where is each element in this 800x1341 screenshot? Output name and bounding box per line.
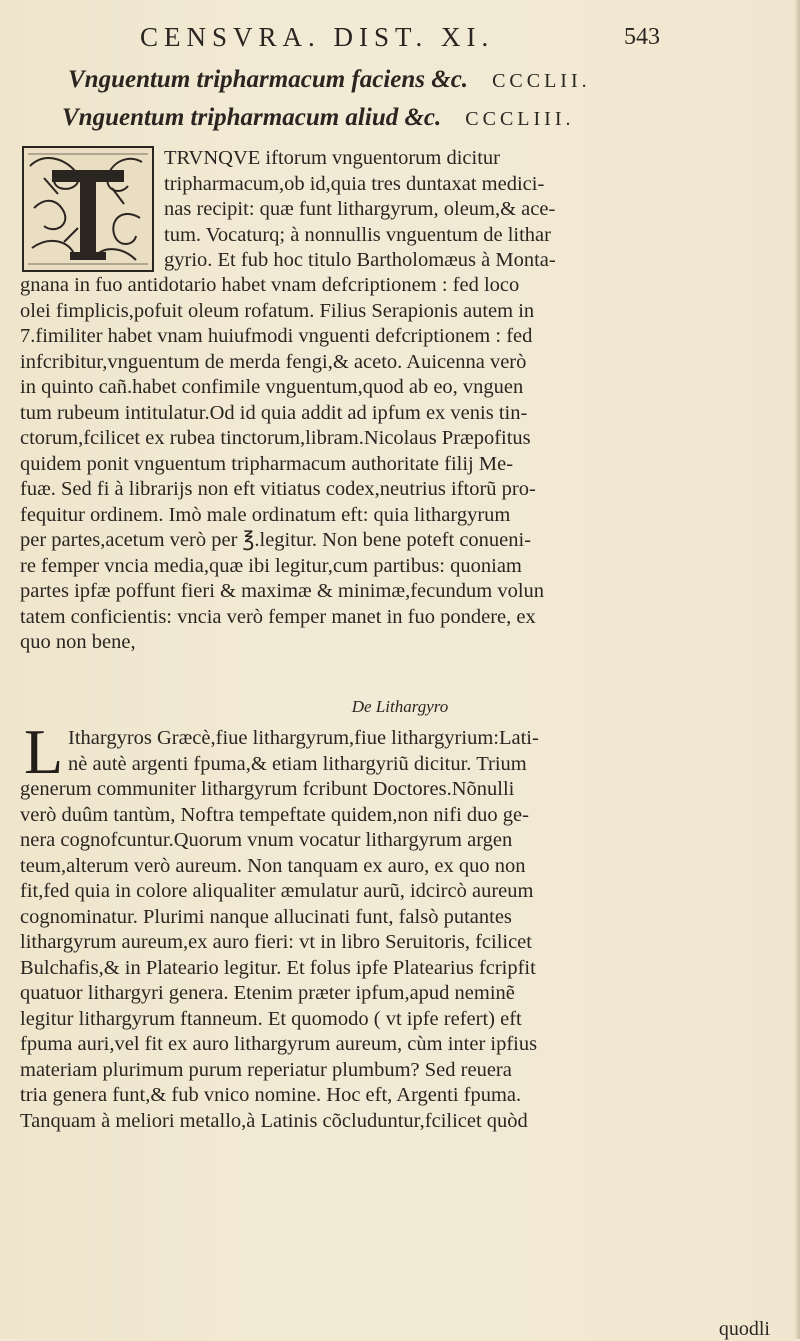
section-subheading: De Lithargyro	[351, 697, 449, 716]
page-number: 543	[624, 24, 660, 50]
section-heading-353	[62, 104, 574, 132]
catchword: quodli	[718, 1318, 770, 1340]
paragraph1-text: gnana in fuo antidotario habet vnam defcriptionem : fed loco olei fimplicis,pofuit oleum rofatum. Filius Serapionis autem in 7.fimiliter habet vnam huiufmodi vnguenti defcriptionem : fed infcribitur,vnguentum de merda fengi,& aceto. Auicenna verò in quinto cañ.habet confimile vnguentum,quod ab eo, vnguen tum rubeum intitulatur.Od id quia addit ad ipfum ex venis tin- ctorum,fcilicet ex rubea tinctorum,libram.Nicolaus Præpofitus quidem ponit vnguentum tripharmacum authoritate filij Me- fuæ. Sed fi à librarijs non eft vitiatus codex,neutrius iftorũ pro- fequitur ordinem. Imò male ordinatum eft: quia lithargyrum per partes,acetum verò per ℥.legitur. Non bene poteft conueni- re femper vncia media,quæ ibi legitur,cum partibus: quoniam partes ipfæ poffunt fieri & maximæ & minimæ,fecundum volun tatem conficientis: vncia verò femper manet in fuo pondere, ex quo non bene,	[20, 274, 545, 653]
page-edge-shadow	[794, 0, 800, 1339]
running-head	[140, 22, 660, 62]
section-heading-352	[68, 66, 591, 94]
running-head-title: CENSVRA. DIST. XI.	[140, 22, 495, 52]
heading-number: CCCLIII.	[465, 108, 575, 130]
paragraph2-indented-text: Ithargyros Græcè,fiue lithargyrum,fiue lithargyrium:Lati- nè autè argenti fpuma,& etiam lithargyriũ dicitur. Trium	[68, 727, 539, 775]
woodcut-ornament-icon	[24, 148, 152, 270]
paragraph2-text: generum communiter lithargyrum fcribunt Doctores.Nõnulli verò duûm tantùm, Noftra tempeftate quidem,non nifi duo ge- nera cognofcuntur.Quorum vnum vocatur lithargyrum argen teum,alterum verò aureum. Non tanquam ex auro, ex quo non fit,fed quia in colore aliqualiter æmulatur aurũ, idcircò aureum cognominatur. Plurimi nanque allucinati funt, falsò putantes lithargyrum aureum,ex auro fieri: vt in libro Seruitoris, fcilicet Bulchafis,& in Plateario legitur. Et folus ipfe Platearius fcripfit quatuor lithargyri genera. Etenim præter ipfum,apud neminẽ legitur lithargyrum ftanneum. Et quomodo ( vt ipfe refert) eft fpuma auri,vel fit ex auro lithargyrum aureum, cùm inter ipfius materiam plurimum purum reperiatur plumbum? Sed reuera tria genera funt,& fub vnico nomine. Hoc eft, Argenti fpuma. Tanquam à meliori metallo,à Latinis cõcluduntur,fcilicet quòd	[20, 778, 538, 1132]
heading-title: Vnguentum tripharmacum faciens &c.	[68, 66, 469, 93]
heading-title: Vnguentum tripharmacum aliud &c.	[62, 104, 442, 131]
paragraph1-indented-text: TRVNQVE iftorum vnguentorum dicitur tripharmacum,ob id,quia tres duntaxat medici- nas recipit: quæ funt lithargyrum, oleum,& ace- tum. Vocaturq; à nonnullis vnguentum de lithar gyrio. Et fub hoc titulo Bartholomæus à Monta-	[164, 147, 556, 271]
drop-capital: L	[24, 716, 64, 787]
decorated-initial-woodcut	[22, 146, 154, 272]
heading-number: CCCLII.	[492, 70, 591, 92]
